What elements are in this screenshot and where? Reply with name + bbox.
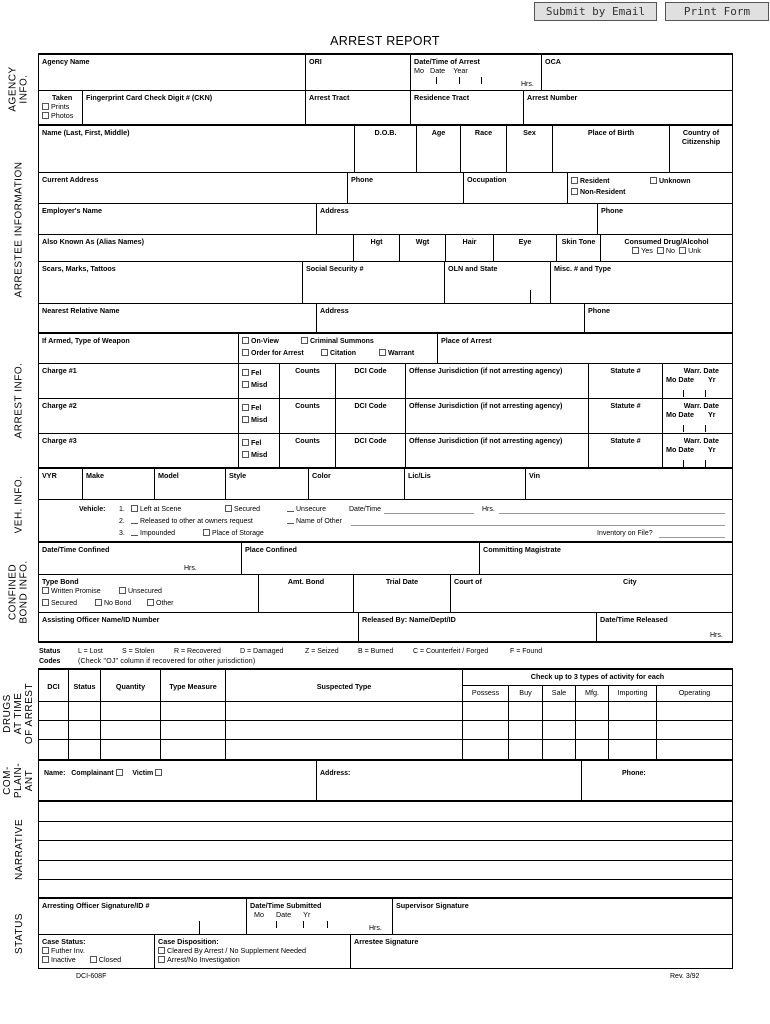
closed-checkbox[interactable] [90,956,97,963]
weight-field[interactable]: Wgt [400,235,446,262]
employer-field[interactable]: Employer's Name [39,204,317,235]
agency-name-field[interactable]: Agency Name [39,55,306,91]
fel-checkbox[interactable] [242,439,249,446]
drugs-cell[interactable] [576,740,609,759]
activity-column: Operating [657,686,732,702]
charge-3-counts[interactable]: Counts [280,434,336,469]
name-of-other-option[interactable]: Name of Other [287,517,342,526]
employer-phone-field[interactable]: Phone [598,204,732,235]
consumed-no-checkbox[interactable] [657,247,664,254]
charge-2-jurisdiction[interactable]: Offense Jurisdiction (if not arresting agency) [406,399,589,434]
relative-address-field[interactable]: Address [317,304,585,334]
charge-2-counts[interactable]: Counts [280,399,336,434]
complainant-checkbox[interactable] [116,769,123,776]
section-label-vehicle: VEH. INFO. [13,475,25,534]
drugs-cell[interactable] [543,740,576,759]
drugs-header: DCI [39,670,69,702]
section-label-arrestee: ARRESTEE INFORMATION [13,161,25,297]
misd-checkbox[interactable] [242,451,249,458]
drugs-cell[interactable] [657,721,732,740]
supervisor-signature-field[interactable]: Supervisor Signature [393,899,732,935]
drugs-cell[interactable] [657,740,732,759]
vehicle-hrs-label: Hrs. [482,506,495,513]
left-at-scene-option[interactable]: Left at Scene [131,505,181,514]
magistrate-field[interactable]: Committing Magistrate [480,543,732,575]
drugs-cell[interactable] [161,740,226,759]
name-field[interactable]: Name (Last, First, Middle) [39,126,355,173]
model-field[interactable]: Model [155,469,226,500]
drugs-cell[interactable] [69,721,101,740]
drugs-header: Suspected Type [226,670,463,702]
place-of-arrest-field[interactable]: Place of Arrest [438,334,732,364]
released-by-field[interactable]: Released By: Name/Dept/ID [359,613,597,642]
case-disposition-field: Case Disposition: Cleared By Arrest / No Supplement Needed Arrest/No Investigation [155,935,351,969]
vehicle-section [38,467,733,542]
secured-checkbox[interactable] [42,599,49,606]
drugs-cell[interactable] [39,740,69,759]
place-confined-field[interactable]: Place Confined [242,543,480,575]
employer-address-field[interactable]: Address [317,204,598,235]
drugs-cell[interactable] [509,740,543,759]
color-field[interactable]: Color [309,469,405,500]
charge-2-dci-code[interactable]: DCI Code [336,399,406,434]
charge-3-field[interactable]: Charge #3 [39,434,239,469]
cleared-checkbox[interactable] [158,947,165,954]
charge-1-field[interactable]: Charge #1 [39,364,239,399]
order-for-arrest-checkbox[interactable] [242,349,249,356]
charge-1-statute[interactable]: Statute # [589,364,663,399]
status-code: R = Recovered [174,648,221,655]
warrant-checkbox[interactable] [379,349,386,356]
charge-2-class[interactable]: Fel Misd [239,399,280,434]
charge-3-dci-code[interactable]: DCI Code [336,434,406,469]
dob-field[interactable]: D.O.B. [355,126,417,173]
ssn-field[interactable]: Social Security # [303,262,445,304]
photos-checkbox[interactable] [42,112,49,119]
drugs-cell[interactable] [101,740,161,759]
arrestee-section [38,124,733,334]
activity-column: Sale [543,686,576,702]
no-investigation-checkbox[interactable] [158,956,165,963]
drugs-cell[interactable] [609,702,657,721]
page-title: ARREST REPORT [330,34,440,48]
vehicle-option-1: 1. [119,506,125,513]
place-of-birth-field[interactable]: Place of Birth [553,126,670,173]
oln-field[interactable]: OLN and State [445,262,551,304]
drugs-cell[interactable] [69,702,101,721]
section-label-complainant: COM- PLAIN- ANT [2,762,36,798]
drugs-cell[interactable] [609,740,657,759]
date-submitted-field[interactable]: Date/Time Submitted Mo Date Yr Hrs. [247,899,393,935]
arrestee-signature-field[interactable]: Arrestee Signature [354,937,419,946]
drugs-cell[interactable] [101,702,161,721]
charge-1-counts[interactable]: Counts [280,364,336,399]
aka-field[interactable]: Also Known As (Alias Names) [39,235,354,262]
status-code: Z = Seized [305,648,339,655]
charge-2-warrant-date[interactable]: Warr. Date Mo Date Yr [663,399,732,434]
misc-field[interactable]: Misc. # and Type [551,262,732,304]
date-time-arrest-field[interactable]: Date/Time of Arrest Mo Date Year Hrs. [411,55,542,91]
inventory-label: Inventory on File? [597,530,653,537]
arresting-officer-field[interactable]: Arresting Officer Signature/ID # [39,899,247,935]
status-code: B = Burned [358,648,394,655]
date-confined-field[interactable]: Date/Time Confined Hrs. [39,543,242,575]
taken-field: Taken Prints Photos [39,91,83,125]
complainant-phone-field[interactable]: Phone: [622,770,646,777]
secured-option[interactable]: Secured [225,505,260,514]
charge-1-class[interactable]: Fel Misd [239,364,280,399]
drugs-cell[interactable] [101,721,161,740]
vehicle-option-2: 2. [119,518,125,525]
charge-3-jurisdiction[interactable]: Offense Jurisdiction (if not arresting agency) [406,434,589,469]
section-label-narrative: NARRATIVE [13,818,25,880]
citizenship-field[interactable]: Country of Citizenship [670,126,732,173]
unsecure-option[interactable]: Unsecure [287,505,326,514]
charge-3-warrant-date[interactable]: Warr. Date Mo Date Yr [663,434,732,469]
vin-field[interactable]: Vin [526,469,732,500]
agency-section [38,53,733,125]
victim-checkbox[interactable] [155,769,162,776]
complainant-section [38,759,733,801]
skin-tone-field[interactable]: Skin Tone [557,235,601,262]
other-bond-checkbox[interactable] [147,599,154,606]
inactive-checkbox[interactable] [42,956,49,963]
drugs-cell[interactable] [509,721,543,740]
misd-checkbox[interactable] [242,381,249,388]
section-label-status: STATUS [13,912,25,954]
relative-phone-field[interactable]: Phone [588,306,610,315]
non-resident-checkbox[interactable] [571,188,578,195]
drugs-cell[interactable] [463,721,509,740]
sex-field[interactable]: Sex [507,126,553,173]
case-status-field: Case Status: Futher Inv. Inactive Closed [39,935,155,969]
hair-field[interactable]: Hair [446,235,494,262]
section-label-drugs: DRUGS AT TIME OF ARREST [2,682,36,745]
status-codes-list [78,647,728,657]
drugs-cell[interactable] [576,702,609,721]
drugs-cell[interactable] [161,721,226,740]
complainant-name-field[interactable]: Name: Complainant Victim [39,761,317,801]
ori-field[interactable]: ORI [306,55,411,91]
eye-field[interactable]: Eye [494,235,557,262]
residency-field: Resident Unknown Non-Resident [568,173,732,204]
fel-checkbox[interactable] [242,404,249,411]
activity-column: Possess [463,686,509,702]
confined-section [38,541,733,642]
status-codes-note: (Check "OJ" column if recovered for other jurisdiction) [78,658,256,665]
further-inv-checkbox[interactable] [42,947,49,954]
consumed-unk-checkbox[interactable] [679,247,686,254]
age-field[interactable]: Age [417,126,461,173]
scars-field[interactable]: Scars, Marks, Tattoos [39,262,303,304]
fel-checkbox[interactable] [242,369,249,376]
status-code: S = Stolen [122,648,155,655]
charge-3-statute[interactable]: Statute # [589,434,663,469]
consumed-yes-checkbox[interactable] [632,247,639,254]
status-code: L = Lost [78,648,103,655]
form-number: DCI-608F [76,973,107,980]
drugs-header: Type Measure [161,670,226,702]
drugs-cell[interactable] [226,702,463,721]
drugs-cell[interactable] [463,740,509,759]
citation-checkbox[interactable] [321,349,328,356]
narrative-section[interactable] [38,800,733,898]
drugs-cell[interactable] [39,721,69,740]
charge-2-statute[interactable]: Statute # [589,399,663,434]
drugs-cell[interactable] [226,721,463,740]
released-option[interactable]: Released to other at owners request [131,517,253,526]
arrest-section [38,332,733,468]
assisting-officer-field[interactable]: Assisting Officer Name/ID Number [39,613,359,642]
revision-date: Rev. 3/92 [670,973,700,980]
impounded-option[interactable]: Impounded [131,529,175,538]
drugs-cell[interactable] [509,702,543,721]
drugs-cell[interactable] [161,702,226,721]
style-field[interactable]: Style [226,469,309,500]
consumed-field: Consumed Drug/Alcohol Yes No Unk [601,235,732,262]
submit-by-email-button[interactable]: Submit by Email [534,2,657,21]
residence-tract-field[interactable]: Residence Tract [411,91,524,125]
charge-3-class[interactable]: Fel Misd [239,434,280,469]
drugs-cell[interactable] [39,702,69,721]
make-field[interactable]: Make [83,469,155,500]
drugs-cell[interactable] [657,702,732,721]
height-field[interactable]: Hgt [354,235,400,262]
fingerprint-field[interactable]: Fingerprint Card Check Digit # (CKN) [83,91,306,125]
drugs-section [38,668,733,759]
drugs-cell[interactable] [543,702,576,721]
activity-column: Importing [609,686,657,702]
print-form-button[interactable]: Print Form [665,2,769,21]
status-section [38,897,733,969]
status-code: F = Found [510,648,543,655]
misd-checkbox[interactable] [242,416,249,423]
drugs-cell[interactable] [226,740,463,759]
lic-field[interactable]: Lic/Lis [405,469,526,500]
section-label-arrest: ARREST INFO. [13,362,25,438]
court-field[interactable]: Court of City [451,575,732,613]
section-label-agency: AGENCY INFO. [8,66,31,112]
drugs-cell[interactable] [69,740,101,759]
charge-1-warrant-date[interactable]: Warr. Date Mo Date Yr [663,364,732,399]
weapon-field[interactable]: If Armed, Type of Weapon [39,334,239,364]
arrest-number-field[interactable]: Arrest Number [524,91,732,125]
trial-date-field[interactable]: Trial Date [354,575,451,613]
phone-field[interactable]: Phone [348,173,464,204]
activity-column: Buy [509,686,543,702]
vehicle-option-3: 3. [119,530,125,537]
prints-checkbox[interactable] [42,103,49,110]
vyr-field[interactable]: VYR [39,469,83,500]
drugs-cell[interactable] [609,721,657,740]
no-bond-checkbox[interactable] [95,599,102,606]
drugs-cell[interactable] [463,702,509,721]
activity-column: Mfg. [576,686,609,702]
drugs-header: Status [69,670,101,702]
status-code: D = Damaged [240,648,284,655]
unknown-checkbox[interactable] [650,177,657,184]
status-code: C = Counterfeit / Forged [413,648,489,655]
date-released-field[interactable]: Date/Time Released Hrs. [600,615,723,639]
activity-header: Check up to 3 types of activity for each [463,670,732,686]
current-address-field[interactable]: Current Address [39,173,348,204]
occupation-field[interactable]: Occupation [464,173,568,204]
relative-field[interactable]: Nearest Relative Name [39,304,317,334]
type-bond-field: Type Bond Written Promise Unsecured Secured No Bond Other [39,575,259,613]
charge-2-field[interactable]: Charge #2 [39,399,239,434]
arrest-tract-field[interactable]: Arrest Tract [306,91,411,125]
amt-bond-field[interactable]: Amt. Bond [259,575,354,613]
arrest-type-field: On-View Criminal Summons Order for Arrest Citation Warrant [239,334,438,364]
on-view-checkbox[interactable] [242,337,249,344]
resident-checkbox[interactable] [571,177,578,184]
status-codes-divider [38,641,733,643]
vehicle-label: Vehicle: [79,506,106,513]
status-codes-label: Status Codes [39,648,61,665]
drugs-cell[interactable] [576,721,609,740]
oca-field[interactable]: OCA [542,55,732,91]
drugs-header: Quantity [101,670,161,702]
drugs-cell[interactable] [543,721,576,740]
vehicle-datetime-label: Date/Time [349,506,382,513]
charge-1-dci-code[interactable]: DCI Code [336,364,406,399]
written-promise-checkbox[interactable] [42,587,49,594]
unsecured-checkbox[interactable] [119,587,126,594]
section-label-confined: CONFINED BOND INFO. [8,559,30,624]
criminal-summons-checkbox[interactable] [301,337,308,344]
place-of-storage-option[interactable]: Place of Storage [203,529,264,538]
complainant-address-field[interactable]: Address: [317,761,582,801]
charge-1-jurisdiction[interactable]: Offense Jurisdiction (if not arresting agency) [406,364,589,399]
race-field[interactable]: Race [461,126,507,173]
